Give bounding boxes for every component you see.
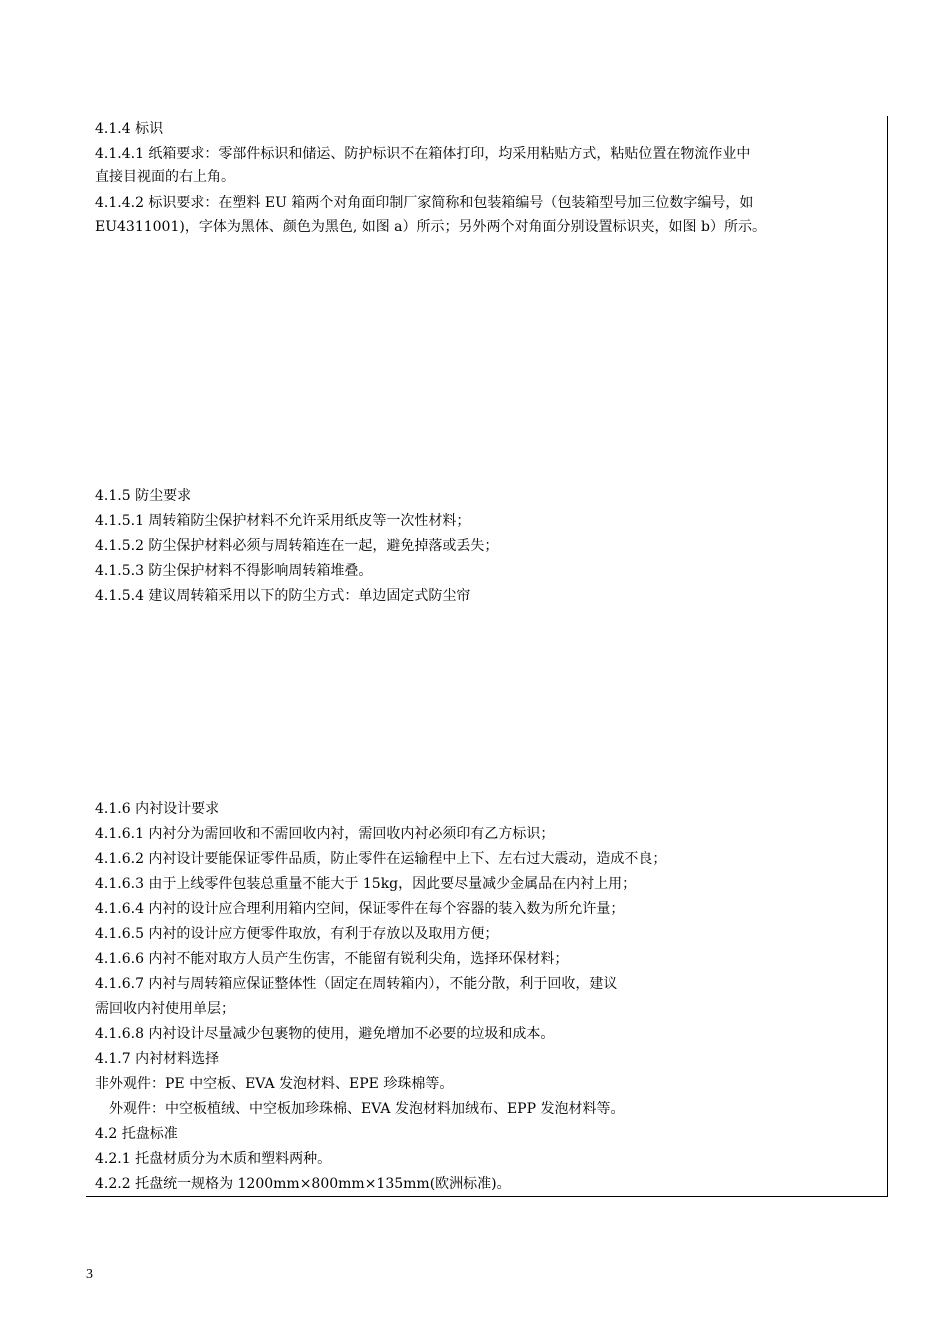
paragraph-4-1-5-2: 4.1.5.2 防尘保护材料必须与周转箱连在一起，避免掉落或丢失； xyxy=(95,538,499,554)
paragraph-4-1-4-2-line1: 4.1.4.2 标识要求：在塑料 EU 箱两个对角面印制厂家简称和包装箱编号（包装箱型号加三位数字编号，如 xyxy=(95,195,754,211)
paragraph-non-appearance-parts: 非外观件：PE 中空板、EVA 发泡材料、EPE 珍珠棉等。 xyxy=(95,1076,454,1092)
paragraph-4-1-6-7-line1: 4.1.6.7 内衬与周转箱应保证整体性（固定在周转箱内），不能分散，利于回收，建议 xyxy=(95,976,618,992)
paragraph-4-2-2: 4.2.2 托盘统一规格为 1200mm×800mm×135mm(欧洲标准)。 xyxy=(95,1176,511,1192)
heading-4-2: 4.2 托盘标准 xyxy=(95,1126,178,1142)
paragraph-appearance-parts: 外观件：中空板植绒、中空板加珍珠棉、EVA 发泡材料加绒布、EPP 发泡材料等。 xyxy=(95,1101,625,1117)
paragraph-4-1-4-1-line1: 4.1.4.1 纸箱要求：零部件标识和储运、防护标识不在箱体打印，均采用粘贴方式，粘贴位置在物流作业中 xyxy=(95,146,751,162)
paragraph-4-1-6-6: 4.1.6.6 内衬不能对取方人员产生伤害，不能留有锐利尖角，选择环保材料； xyxy=(95,951,569,967)
heading-4-1-6: 4.1.6 内衬设计要求 xyxy=(95,801,220,817)
heading-4-1-7: 4.1.7 内衬材料选择 xyxy=(95,1051,220,1067)
paragraph-4-1-5-4: 4.1.5.4 建议周转箱采用以下的防尘方式：单边固定式防尘帘 xyxy=(95,588,471,604)
paragraph-4-1-6-5: 4.1.6.5 内衬的设计应方便零件取放，有利于存放以及取用方便； xyxy=(95,926,499,942)
paragraph-4-1-6-4: 4.1.6.4 内衬的设计应合理利用箱内空间，保证零件在每个容器的装入数为所允许量； xyxy=(95,901,625,917)
paragraph-4-1-6-8: 4.1.6.8 内衬设计尽量减少包裹物的使用，避免增加不必要的垃圾和成本。 xyxy=(95,1026,555,1042)
paragraph-4-1-6-1: 4.1.6.1 内衬分为需回收和不需回收内衬，需回收内衬必须印有乙方标识； xyxy=(95,826,555,842)
paragraph-4-1-6-2: 4.1.6.2 内衬设计要能保证零件品质，防止零件在运输程中上下、左右过大震动，造成不良； xyxy=(95,851,667,867)
paragraph-4-2-1: 4.2.1 托盘材质分为木质和塑料两种。 xyxy=(95,1151,332,1167)
paragraph-4-1-6-3: 4.1.6.3 由于上线零件包装总重量不能大于 15kg，因此要尽量减少金属品在内衬上用； xyxy=(95,876,637,892)
page-number: 3 xyxy=(86,1267,93,1282)
paragraph-4-1-6-7-line2: 需回收内衬使用单层； xyxy=(95,1001,235,1017)
heading-4-1-4: 4.1.4 标识 xyxy=(95,121,164,137)
paragraph-4-1-5-3: 4.1.5.3 防尘保护材料不得影响周转箱堆叠。 xyxy=(95,563,373,579)
paragraph-4-1-4-2-line2: EU4311001)，字体为黑体、颜色为黑色, 如图 a）所示；另外两个对角面分别设置标识夹，如图 b）所示。 xyxy=(95,219,766,235)
paragraph-4-1-5-1: 4.1.5.1 周转箱防尘保护材料不允许采用纸皮等一次性材料； xyxy=(95,513,471,529)
heading-4-1-5: 4.1.5 防尘要求 xyxy=(95,488,192,504)
paragraph-4-1-4-1-line2: 直接目视面的右上角。 xyxy=(95,169,235,185)
